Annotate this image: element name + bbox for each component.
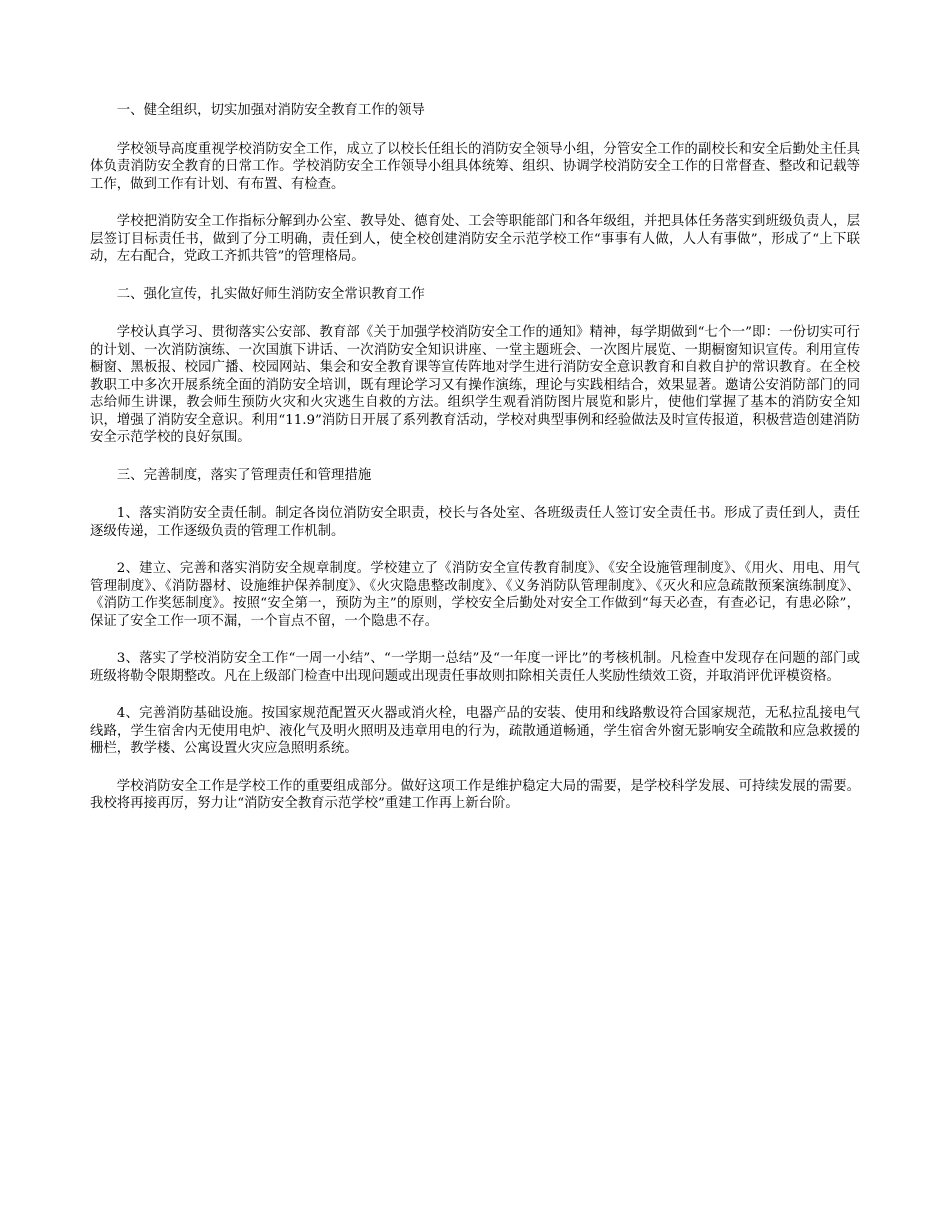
section-heading-1: 一、健全组织，切实加强对消防安全教育工作的领导 bbox=[116, 103, 425, 118]
section-heading-2: 二、强化宣传，扎实做好师生消防安全常识教育工作 bbox=[116, 286, 425, 302]
paragraph-5: 2、建立、完善和落实消防安全规章制度。学校建立了《消防安全宣传教育制度》、《安全设施管理制度》、《用火、用电、用气管理制度》、《消防器材、设施维护保养制度》、《火灾隐患整改制度》、《义务消防队管理制度》、《灭火和应急疏散预案演练制度》、《消防工作奖惩制度》。按照“安全第一，预防为主”的原则，学校安全后勤处对安全工作做到“每天必查，有查必记，有患必除”，保证了安全工作一项不漏，一个盲点不留，一个隐患不存。 bbox=[90, 561, 860, 629]
paragraph-6: 3、落实了学校消防安全工作“一周一小结”、“一学期一总结”及“一年度一评比”的考核机制。凡检查中发现存在问题的部门或班级将勒令限期整改。凡在上级部门检查中出现问题或出现责任事故则扣除相关责任人奖励性绩效工资，并取消评优评模资格。 bbox=[90, 651, 860, 684]
paragraph-1: 学校领导高度重视学校消防安全工作，成立了以校长任组长的消防安全领导小组，分管安全工作的副校长和安全后勤处主任具体负责消防安全教育的日常工作。学校消防安全工作领导小组具体统筹、组织、协调学校消防安全工作的日常督查、整改和记载等工作，做到工作有计划、有布置、有检查。 bbox=[90, 141, 860, 192]
paragraph-4: 1、落实消防安全责任制。制定各岗位消防安全职责，校长与各处室、各班级责任人签订安全责任书。形成了责任到人，责任逐级传递，工作逐级负责的管理工作机制。 bbox=[90, 506, 860, 539]
paragraph-2: 学校把消防安全工作指标分解到办公室、教导处、德育处、工会等职能部门和各年级组，并把具体任务落实到班级负责人，层层签订目标责任书，做到了分工明确，责任到人，使全校创建消防安全示范学校工作“事事有人做，人人有事做”，形成了“上下联动，左右配合，党政工齐抓共管”的管理格局。 bbox=[90, 214, 860, 264]
section-heading-3: 三、完善制度，落实了管理责任和管理措施 bbox=[116, 467, 372, 483]
paragraph-8: 学校消防安全工作是学校工作的重要组成部分。做好这项工作是维护稳定大局的需要，是学校科学发展、可持续发展的需要。我校将再接再厉，努力让“消防安全教育示范学校”重建工作再上新台阶。 bbox=[90, 778, 860, 811]
paragraph-3: 学校认真学习、贯彻落实公安部、教育部《关于加强学校消防安全工作的通知》精神，每学期做到“七个一”即：一份切实可行的计划、一次消防演练、一次国旗下讲话、一次消防安全知识讲座、一堂主题班会、一次图片展览、一期橱窗知识宣传。利用宣传橱窗、黑板报、校园广播、校园网站、集会和安全教育课等宣传阵地对学生进行消防安全意识教育和自救自护的常识教育。在全校教职工中多次开展系统全面的消防安全培训，既有理论学习又有操作演练，理论与实践相结合，效果显著。邀请公安消防部门的同志给师生讲课，教会师生预防火灾和火灾逃生自救的方法。组织学生观看消防图片展览和影片，使他们掌握了基本的消防安全知识，增强了消防安全意识。利用“11.9”消防日开展了系列教育活动，学校对典型事例和经验做法及时宣传报道，积极营造创建消防安全示范学校的良好氛围。 bbox=[90, 325, 860, 445]
document-body bbox=[90, 102, 860, 833]
paragraph-7: 4、完善消防基础设施。按国家规范配置灭火器或消火栓，电器产品的安装、使用和线路敷设符合国家规范，无私拉乱接电气线路，学生宿舍内无使用电炉、液化气及明火照明及违章用电的行为，疏散通道畅通，学生宿舍外窗无影响安全疏散和应急救援的栅栏，教学楼、公寓设置火灾应急照明系统。 bbox=[90, 706, 860, 756]
